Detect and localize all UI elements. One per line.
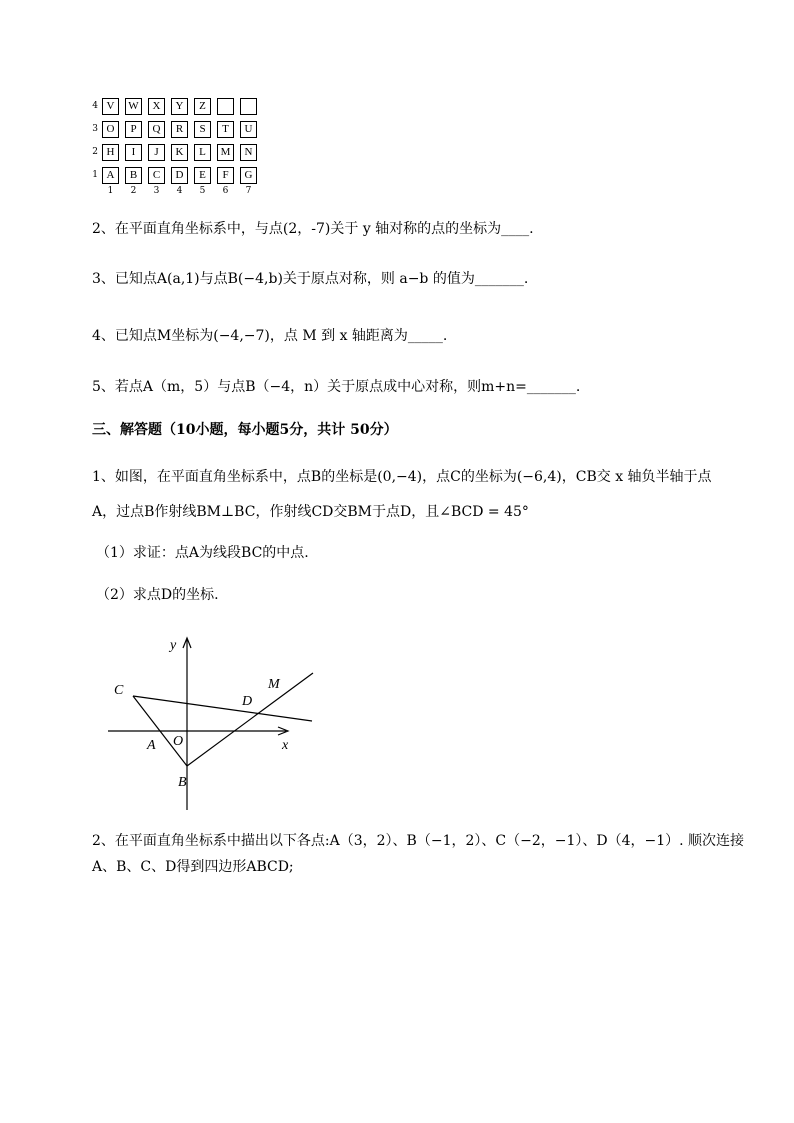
column-number: 6 — [222, 186, 229, 196]
row-number: 3 — [92, 124, 98, 134]
row-number: 4 — [92, 101, 98, 111]
problem-1-part-2: （2）求点D的坐标. — [96, 587, 219, 603]
grid-cell — [217, 98, 234, 115]
label-m: M — [268, 677, 280, 692]
question-4: 4、已知点M坐标为(−4,−7)，点 M 到 x 轴距离为_____. — [92, 328, 448, 344]
grid-cell: F — [217, 167, 234, 184]
grid-cell: T — [217, 121, 234, 138]
label-c: C — [114, 683, 124, 698]
grid-cell: C — [148, 167, 165, 184]
grid-cell: M — [217, 144, 234, 161]
grid-cell: A — [102, 167, 119, 184]
letter-grid — [88, 96, 268, 198]
grid-cell: B — [125, 167, 142, 184]
question-2: 2、在平面直角坐标系中，与点(2，-7)关于 y 轴对称的点的坐标为____. — [92, 221, 534, 237]
label-a: A — [147, 738, 156, 753]
grid-cell: G — [240, 167, 257, 184]
column-number: 3 — [153, 186, 160, 196]
grid-cell: Z — [194, 98, 211, 115]
grid-cell: O — [102, 121, 119, 138]
grid-cell: X — [148, 98, 165, 115]
column-number: 7 — [245, 186, 252, 196]
ray-cd — [133, 696, 312, 721]
grid-cell: S — [194, 121, 211, 138]
grid-cell: U — [240, 121, 257, 138]
label-o: O — [173, 734, 184, 749]
grid-cell: Q — [148, 121, 165, 138]
problem-1-line-2: A，过点B作射线BM⊥BC，作射线CD交BM于点D，且∠BCD = 45° — [92, 504, 529, 520]
grid-cell: J — [148, 144, 165, 161]
grid-cell: W — [125, 98, 142, 115]
question-3: 3、已知点A(a,1)与点B(−4,b)关于原点对称，则 a−b 的值为_______. — [92, 271, 529, 287]
column-number: 4 — [176, 186, 183, 196]
grid-cell: P — [125, 121, 142, 138]
problem-2-line-1: 2、在平面直角坐标系中描出以下各点:A（3，2）、B（−1，2）、C（−2，−1）、D（4，−1）. 顺次连接 — [92, 833, 745, 849]
grid-cell: I — [125, 144, 142, 161]
grid-cell — [240, 98, 257, 115]
grid-cell: R — [171, 121, 188, 138]
row-number: 2 — [92, 147, 98, 157]
grid-cell: K — [171, 144, 188, 161]
grid-cell: V — [102, 98, 119, 115]
column-number: 2 — [130, 186, 137, 196]
section-title: 三、解答题（10小题，每小题5分，共计 50分） — [92, 422, 398, 438]
grid-cell: D — [171, 167, 188, 184]
problem-2-line-2: A、B、C、D得到四边形ABCD; — [92, 859, 294, 875]
problem-1-part-1: （1）求证：点A为线段BC的中点. — [96, 545, 309, 561]
grid-cell: E — [194, 167, 211, 184]
grid-cell: N — [240, 144, 257, 161]
coordinate-figure — [100, 630, 320, 820]
grid-cell: Y — [171, 98, 188, 115]
label-y: y — [170, 638, 177, 653]
label-b: B — [178, 775, 187, 790]
row-number: 1 — [92, 170, 98, 180]
column-number: 1 — [107, 186, 114, 196]
problem-1-line-1: 1、如图，在平面直角坐标系中，点B的坐标是(0,−4)，点C的坐标为(−6,4)，CB交 x 轴负半轴于点 — [92, 469, 712, 485]
column-number: 5 — [199, 186, 206, 196]
label-x: x — [282, 738, 289, 753]
grid-cell: L — [194, 144, 211, 161]
label-d: D — [242, 694, 253, 709]
grid-cell: H — [102, 144, 119, 161]
ray-bm — [187, 673, 313, 766]
question-5: 5、若点A（m，5）与点B（−4，n）关于原点成中心对称，则m+n=_______. — [92, 379, 581, 395]
